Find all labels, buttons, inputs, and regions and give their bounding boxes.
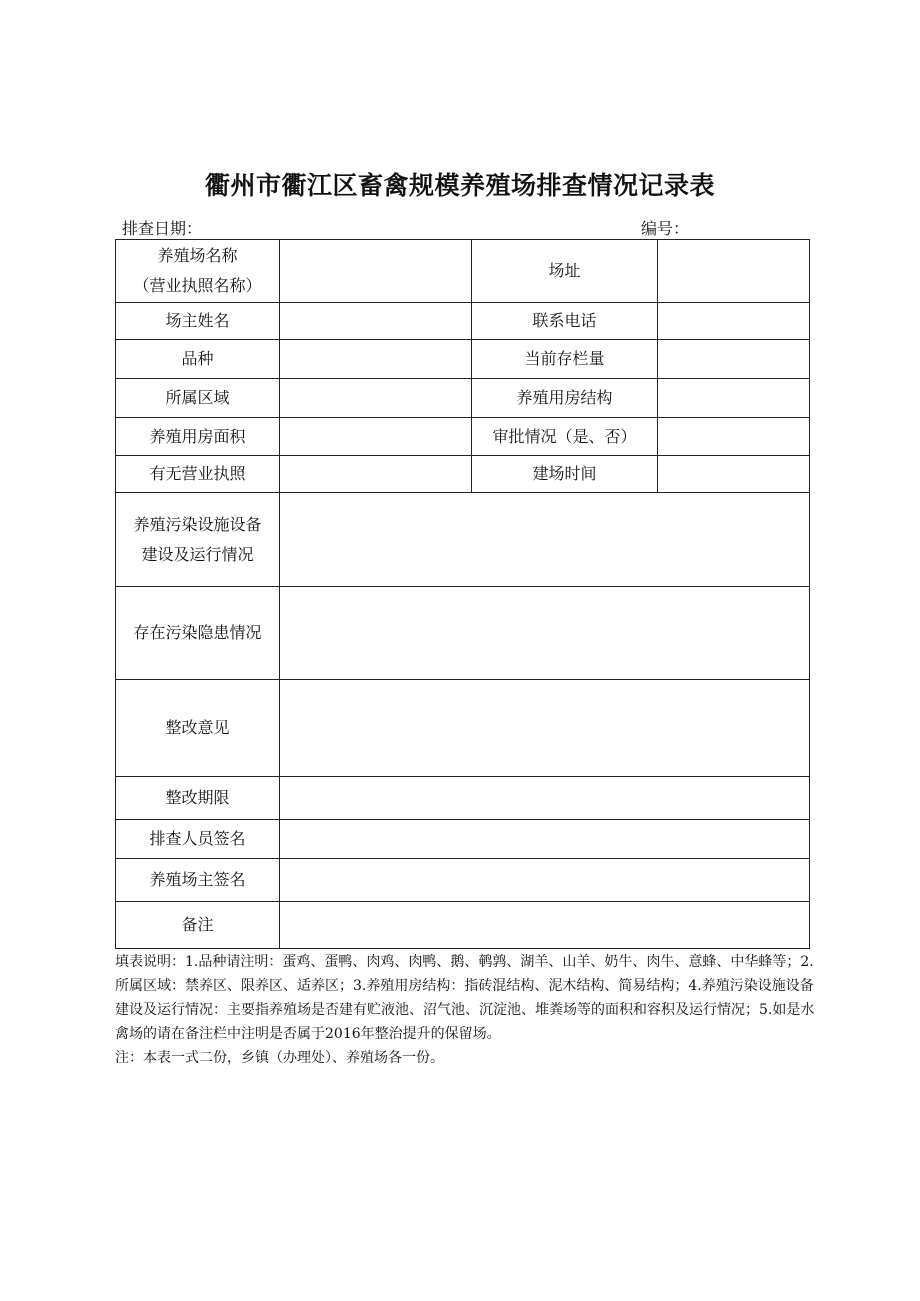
approval-status-label: 审批情况（是、否）: [472, 418, 658, 456]
building-area-label: 养殖用房面积: [116, 418, 280, 456]
farm-address-label: 场址: [472, 240, 658, 303]
building-structure-label: 养殖用房结构: [472, 379, 658, 418]
footnote: 注：本表一式二份，乡镇（办理处）、养殖场各一份。: [115, 1050, 444, 1066]
remarks-label: 备注: [116, 902, 280, 949]
table-row: [116, 240, 810, 303]
owner-signature-label: 养殖场主签名: [116, 859, 280, 902]
rectification-deadline-field[interactable]: [280, 777, 810, 820]
table-row: [116, 902, 810, 949]
phone-label: 联系电话: [472, 303, 658, 340]
rectification-deadline-label: 整改期限: [116, 777, 280, 820]
record-form-table: [115, 239, 810, 949]
inspector-signature-field[interactable]: [280, 820, 810, 859]
owner-signature-field[interactable]: [280, 859, 810, 902]
region-field[interactable]: [280, 379, 472, 418]
rectification-opinion-label: 整改意见: [116, 680, 280, 777]
inspector-signature-label: 排查人员签名: [116, 820, 280, 859]
table-row: [116, 859, 810, 902]
farm-name-label: [116, 240, 280, 303]
page-title: 衢州市衢江区畜禽规模养殖场排查情况记录表: [204, 171, 715, 200]
table-row: [116, 418, 810, 456]
owner-name-label: 场主姓名: [116, 303, 280, 340]
farm-name-label-line2: （营业执照名称）: [133, 276, 262, 295]
table-row: [116, 303, 810, 340]
breed-field[interactable]: [280, 340, 472, 379]
phone-field[interactable]: [658, 303, 810, 340]
current-stock-field[interactable]: [658, 340, 810, 379]
business-license-label: 有无营业执照: [116, 456, 280, 493]
fill-instructions: 填表说明：1.品种请注明：蛋鸡、蛋鸭、肉鸡、肉鸭、鹅、鹌鹑、湖羊、山羊、奶牛、肉牛、意蜂、中华蜂等；2.所属区域：禁养区、限养区、适养区；3.养殖用房结构：指砖混结构、泥木结构、简易结构；4.养殖污染设施设备建设及运行情况：主要指养殖场是否建有贮液池、沼气池、沉淀池、堆粪场等的面积和容积及运行情况；5.如是水禽场的请在备注栏中注明是否属于2016年整治提升的保留场。: [115, 954, 815, 1042]
table-row: [116, 820, 810, 859]
business-license-field[interactable]: [280, 456, 472, 493]
building-structure-field[interactable]: [658, 379, 810, 418]
current-stock-label: 当前存栏量: [472, 340, 658, 379]
table-row: [116, 587, 810, 680]
approval-status-field[interactable]: [658, 418, 810, 456]
table-row: [116, 379, 810, 418]
owner-name-field[interactable]: [280, 303, 472, 340]
pollution-risk-label: 存在污染隐患情况: [116, 587, 280, 680]
farm-address-field[interactable]: [658, 240, 810, 303]
table-row: [116, 680, 810, 777]
table-row: [116, 777, 810, 820]
notes-section: [115, 950, 815, 1070]
farm-name-field[interactable]: [280, 240, 472, 303]
table-row: [116, 493, 810, 587]
breed-label: 品种: [116, 340, 280, 379]
pollution-risk-field[interactable]: [280, 587, 810, 680]
pollution-facility-label-line1: 养殖污染设施设备: [133, 514, 262, 534]
farm-name-label-line1: 养殖场名称: [157, 246, 238, 265]
serial-number-label: 编号：: [641, 219, 690, 238]
table-row: [116, 340, 810, 379]
remarks-field[interactable]: [280, 902, 810, 949]
pollution-facility-label-line2: 建设及运行情况: [141, 544, 254, 564]
establish-time-field[interactable]: [658, 456, 810, 493]
region-label: 所属区域: [116, 379, 280, 418]
establish-time-label: 建场时间: [472, 456, 658, 493]
rectification-opinion-field[interactable]: [280, 680, 810, 777]
pollution-facility-field[interactable]: [280, 493, 810, 587]
inspection-date-label: 排查日期：: [122, 219, 203, 238]
building-area-field[interactable]: [280, 418, 472, 456]
table-row: [116, 456, 810, 493]
pollution-facility-label: [116, 493, 280, 587]
